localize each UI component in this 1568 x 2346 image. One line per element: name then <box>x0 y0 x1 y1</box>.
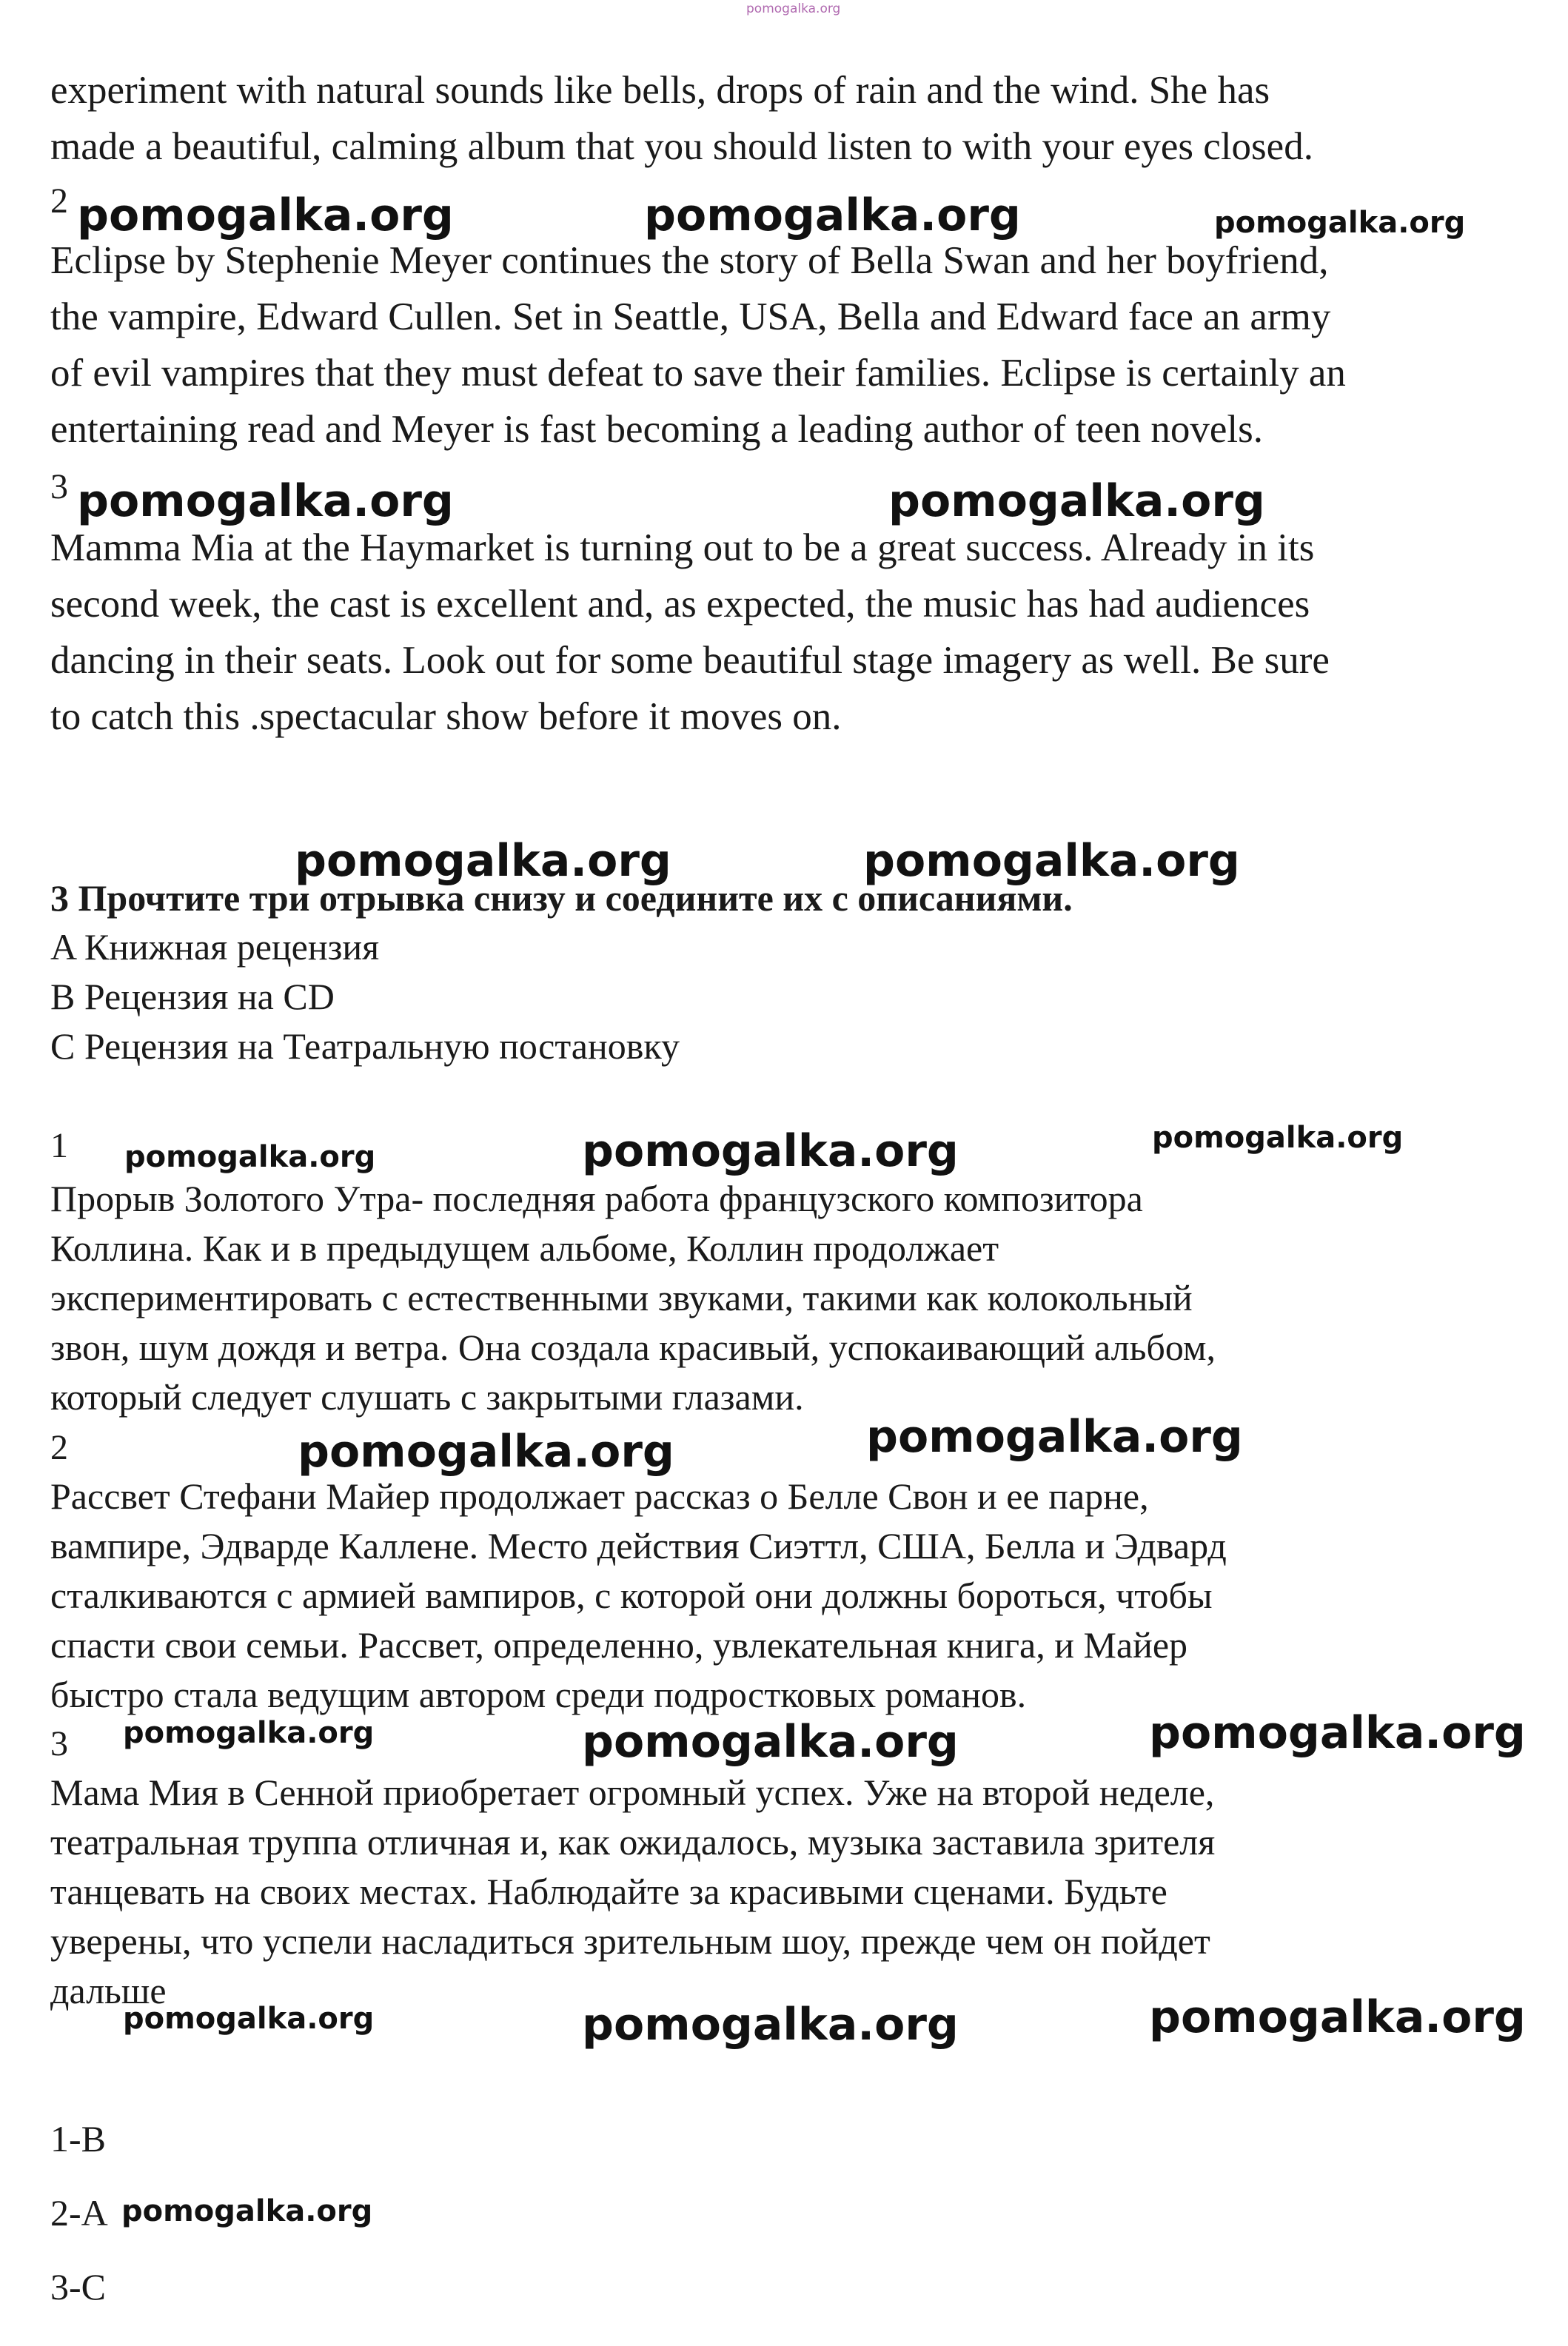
section-number: 3 <box>50 467 68 506</box>
task-option-a: A Книжная рецензия <box>50 926 380 968</box>
section-number: 3 <box>50 1724 68 1763</box>
english-line: Eclipse by Stephenie Meyer continues the story of Bella Swan and her boyfriend, <box>50 239 1329 282</box>
russian-line: вампире, Эдварде Каллене. Место действия Сиэттл, США, Белла и Эдвард <box>50 1525 1227 1566</box>
watermark: pomogalka.org <box>582 1999 959 2051</box>
watermark: pomogalka.org <box>298 1426 674 1478</box>
russian-line: уверены, что успели насладиться зрительным шоу, прежде чем он пойдет <box>50 1920 1210 1962</box>
watermark: pomogalka.org <box>123 2002 375 2036</box>
russian-line: который следует слушать с закрытыми глазами. <box>50 1376 804 1418</box>
english-line: entertaining read and Meyer is fast becoming a leading author of teen novels. <box>50 408 1264 451</box>
english-line: the vampire, Edward Cullen. Set in Seattle, USA, Bella and Edward face an army <box>50 295 1331 338</box>
watermark: pomogalka.org <box>582 1125 959 1177</box>
watermark: pomogalka.org <box>1152 1121 1404 1155</box>
task-option-b: B Рецензия на CD <box>50 976 335 1017</box>
russian-line: звон, шум дождя и ветра. Она создала красивый, успокаивающий альбом, <box>50 1327 1216 1368</box>
watermark: pomogalka.org <box>888 475 1265 527</box>
section-number: 1 <box>50 1126 68 1165</box>
answer-1: 1-B <box>50 2118 106 2159</box>
watermark: pomogalka.org <box>121 2194 373 2228</box>
watermark: pomogalka.org <box>77 475 454 527</box>
russian-line: Коллина. Как и в предыдущем альбоме, Коллин продолжает <box>50 1227 999 1269</box>
watermark-top: pomogalka.org <box>746 1 841 16</box>
english-line: experiment with natural sounds like bells, drops of rain and the wind. She has <box>50 69 1270 112</box>
russian-line: танцевать на своих местах. Наблюдайте за красивыми сценами. Будьте <box>50 1871 1167 1912</box>
watermark: pomogalka.org <box>77 190 454 241</box>
section-number: 2 <box>50 1428 68 1467</box>
watermark: pomogalka.org <box>644 190 1021 241</box>
task-option-c: C Рецензия на Театральную постановку <box>50 1025 680 1067</box>
watermark: pomogalka.org <box>1149 1707 1526 1759</box>
russian-line: спасти свои семьи. Рассвет, определенно, увлекательная книга, и Майер <box>50 1624 1188 1666</box>
english-line: dancing in their seats. Look out for some beautiful stage imagery as well. Be sure <box>50 639 1330 682</box>
russian-line: Рассвет Стефани Майер продолжает рассказ о Белле Свон и ее парне, <box>50 1475 1149 1517</box>
russian-line: театральная труппа отличная и, как ожидалось, музыка заставила зрителя <box>50 1821 1216 1863</box>
answer-2: 2-A <box>50 2192 108 2233</box>
russian-line: Прорыв Золотого Утра- последняя работа французского композитора <box>50 1178 1143 1219</box>
russian-line: Мама Мия в Сенной приобретает огромный успех. Уже на второй неделе, <box>50 1772 1215 1813</box>
english-line: made a beautiful, calming album that you should listen to with your eyes closed. <box>50 125 1313 168</box>
watermark: pomogalka.org <box>582 1716 959 1768</box>
english-line: to catch this .spectacular show before it moves on. <box>50 695 842 738</box>
watermark: pomogalka.org <box>295 835 671 887</box>
watermark: pomogalka.org <box>1214 206 1466 240</box>
watermark: pomogalka.org <box>123 1716 375 1750</box>
answer-3: 3-C <box>50 2266 106 2308</box>
watermark: pomogalka.org <box>863 835 1240 887</box>
task-heading: 3 Прочтите три отрывка снизу и соедините их с описаниями. <box>50 877 1073 919</box>
english-line: Mamma Mia at the Haymarket is turning out to be a great success. Already in its <box>50 526 1315 569</box>
english-line: second week, the cast is excellent and, as expected, the music has had audiences <box>50 583 1310 626</box>
russian-line: дальше <box>50 1970 167 2011</box>
watermark: pomogalka.org <box>1149 1991 1526 2043</box>
russian-line: сталкиваются с армией вампиров, с которой они должны бороться, чтобы <box>50 1575 1213 1616</box>
english-line: of evil vampires that they must defeat to save their families. Eclipse is certainly an <box>50 352 1346 395</box>
watermark: pomogalka.org <box>866 1411 1243 1463</box>
russian-line: быстро стала ведущим автором среди подростковых романов. <box>50 1674 1027 1715</box>
watermark: pomogalka.org <box>124 1140 376 1174</box>
section-number: 2 <box>50 181 68 221</box>
russian-line: экспериментировать с естественными звуками, такими как колокольный <box>50 1277 1193 1318</box>
